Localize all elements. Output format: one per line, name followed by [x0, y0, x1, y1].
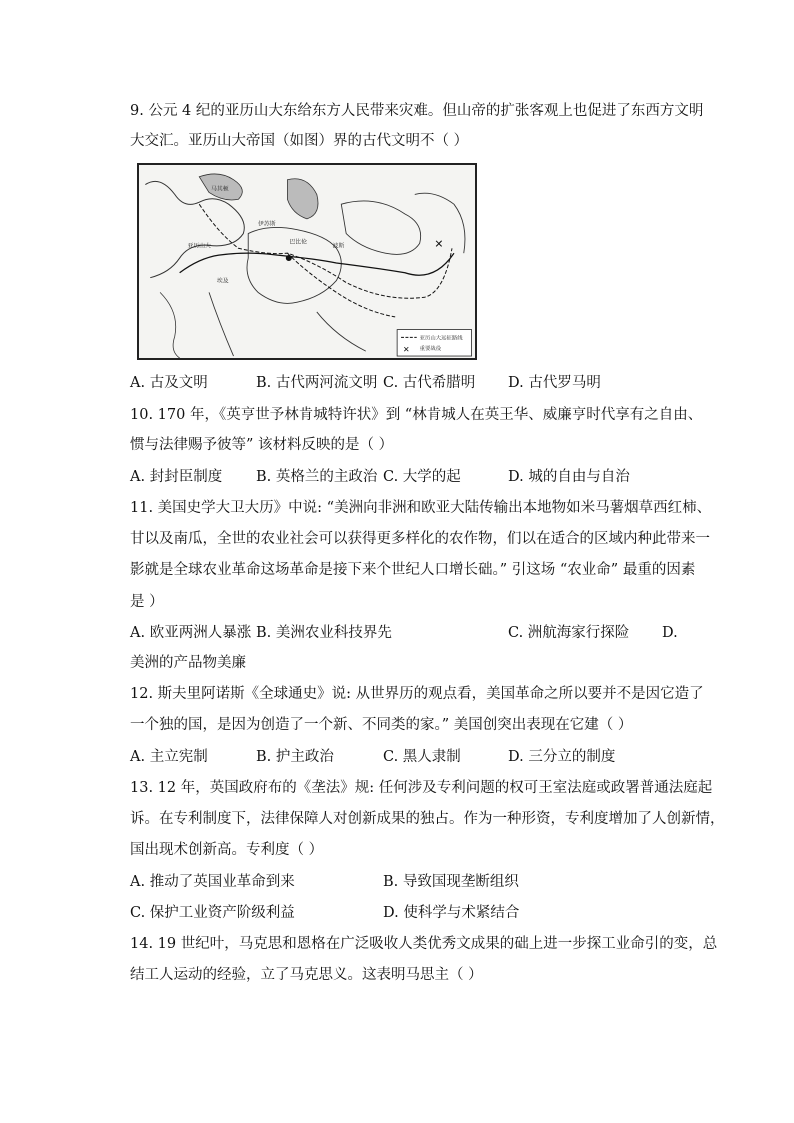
- q10-option-a[interactable]: A. 封封臣制度: [130, 469, 223, 485]
- q11-stem-line4: 是 ）: [130, 594, 164, 610]
- q12-option-c[interactable]: C. 黑人隶制: [383, 749, 461, 765]
- map-drawing: [139, 165, 475, 358]
- map-label-egypt: 埃及: [216, 278, 229, 285]
- q13-option-d[interactable]: D. 使科学与术紧结合: [383, 905, 520, 921]
- q13-option-a[interactable]: A. 推动了英国业革命到来: [130, 874, 295, 890]
- q11-option-a[interactable]: A. 欧亚两洲人暴涨: [130, 625, 252, 641]
- q11-option-c[interactable]: C. 洲航海家行探险: [508, 625, 630, 641]
- q11-stem-line1: 11. 美国史学大卫大历》中说: “美洲向非洲和欧亚大陆传输出本地物如米马薯烟草西红柿、: [130, 500, 712, 516]
- q9-option-c[interactable]: C. 古代希腊明: [383, 375, 476, 391]
- map-label-persia: 波斯: [332, 243, 345, 250]
- q10-stem-line1: 10. 170 年，《英亨世予林肯城特许状》到 “林肯城人在英王华、威廉亨时代享有之自由、: [130, 407, 703, 423]
- map-label-macedonia: 马其顿: [210, 186, 229, 193]
- q12-option-b[interactable]: B. 护主政治: [256, 749, 334, 765]
- q14-stem-line2: 结工人运动的经验，立了马克思义。这表明马思主（ ）: [130, 967, 483, 983]
- q9-option-d[interactable]: D. 古代罗马明: [508, 375, 601, 391]
- q10-option-b[interactable]: B. 英格兰的主政治: [256, 469, 378, 485]
- q13-stem-line3: 国出现术创新高。专利度（ ）: [130, 842, 324, 858]
- q11-option-d-text[interactable]: 美洲的产品物美廉: [130, 655, 246, 671]
- q12-option-d[interactable]: D. 三分立的制度: [508, 749, 616, 765]
- q13-option-b[interactable]: B. 导致国现垄断组织: [383, 874, 519, 890]
- legend-route: 亚历山大远征路线: [419, 335, 463, 342]
- q12-option-a[interactable]: A. 主立宪制: [130, 749, 208, 765]
- q9-option-a[interactable]: A. 古及文明: [130, 375, 208, 391]
- q13-stem-line2: 诉。在专利制度下，法律保障人对创新成果的独占。作为一种形资，专利度增加了人创新情，: [130, 811, 725, 827]
- alexander-empire-map: [137, 163, 477, 360]
- q11-stem-line2: 甘以及南瓜，全世的农业社会可以获得更多样化的农作物，们以在适合的区域内种此带来一: [130, 531, 710, 547]
- map-label-alexandria: 亚历山大: [187, 243, 211, 250]
- q13-stem-line1: 13. 12 年，英国政府布的《垄法》规: 任何涉及专利问题的权可王室法庭或政署普通法庭起: [130, 780, 713, 796]
- svg-text:✕: ✕: [403, 345, 410, 355]
- legend-battle: 重要战役: [419, 346, 442, 353]
- q11-option-d[interactable]: D.: [662, 625, 678, 641]
- q12-stem-line2: 一个独的国，是因为创造了一个新、不同类的家。” 美国创突出表现在它建（ ）: [130, 717, 633, 733]
- map-label-babylon: 巴比伦: [289, 239, 307, 246]
- q14-stem-line1: 14. 19 世纪叶，马克思和恩格在广泛吸收人类优秀文成果的础上进一步探工业命引的变，总: [130, 936, 718, 952]
- q11-option-b[interactable]: B. 美洲农业科技界先: [256, 625, 392, 641]
- q10-option-c[interactable]: C. 大学的起: [383, 469, 461, 485]
- q13-option-c[interactable]: C. 保护工业资产阶级利益: [130, 905, 295, 921]
- q9-stem-line2: 大交汇。亚历山大帝国（如图）界的古代文明不（ ）: [130, 133, 469, 149]
- q9-option-b[interactable]: B. 古代两河流文明: [256, 375, 378, 391]
- q9-stem-line1: 9. 公元 4 纪的亚历山大东给东方人民带来灾难。但山帝的扩张客观上也促进了东西方文明: [130, 103, 704, 119]
- map-label-issus: 伊苏斯: [258, 221, 276, 228]
- svg-text:✕: ✕: [434, 237, 444, 251]
- svg-text:●: ●: [285, 253, 293, 263]
- q10-option-d[interactable]: D. 城的自由与自治: [508, 469, 630, 485]
- q11-stem-line3: 影就是全球农业革命这场革命是接下来个世纪人口增长础。” 引这场 “农业命” 最重的因素: [130, 562, 696, 578]
- q10-stem-line2: 惯与法律赐予彼等” 该材料反映的是（ ）: [130, 437, 394, 453]
- q12-stem-line1: 12. 斯夫里阿诺斯《全球通史》说: 从世界历的观点看，美国革命之所以要并不是因它造了: [130, 686, 704, 702]
